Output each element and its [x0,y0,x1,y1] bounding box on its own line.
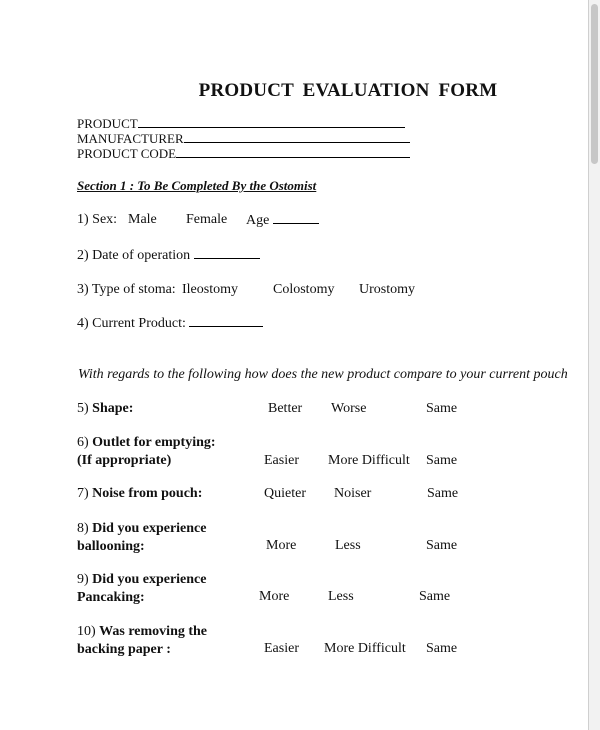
manufacturer-label: MANUFACTURER [77,131,184,146]
q1-age-field [246,212,319,229]
product-code-line[interactable] [176,146,410,158]
q5-option-better[interactable]: Better [268,401,303,416]
q1-age-line[interactable] [273,212,319,224]
scrollbar-thumb[interactable] [591,4,598,164]
q7-number: 7) [77,486,89,501]
q2-field [77,247,260,264]
q6-option-more-difficult[interactable]: More Difficult [328,453,410,468]
q10-number: 10) [77,624,96,639]
q8-text-line2: ballooning: [77,539,145,554]
q9-number: 9) [77,572,89,587]
q3-option-urostomy[interactable]: Urostomy [359,282,415,297]
q9-option-same[interactable]: Same [419,589,451,604]
q2-date-line[interactable] [194,247,260,259]
q6-number: 6) [77,435,89,450]
manufacturer-field [77,131,410,147]
q6-label [77,435,216,451]
section-1-heading: Section 1 : To Be Completed By the Ostomist [77,178,317,193]
q8-number: 8) [77,521,89,536]
q10-option-same[interactable]: Same [426,641,458,656]
q4-field [77,315,263,332]
q5-label [77,401,133,417]
q7-option-quieter[interactable]: Quieter [264,486,306,501]
q3-stoma-label: 3) Type of stoma: [77,282,176,297]
q6-option-same[interactable]: Same [426,453,458,468]
vertical-scrollbar[interactable] [589,0,600,730]
q8-label [77,521,207,537]
q4-current-product-line[interactable] [189,315,263,327]
q9-option-less[interactable]: Less [328,589,354,604]
q5-number: 5) [77,401,89,416]
product-field [77,116,405,132]
product-code-label: PRODUCT CODE [77,146,177,161]
comparison-intro: With regards to the following how does the new product compare to your current pouch [78,367,568,382]
q9-text: Did you experience [92,572,207,587]
q6-text-line2: (If appropriate) [77,453,172,468]
q5-option-same[interactable]: Same [426,401,458,416]
q6-option-easier[interactable]: Easier [264,453,299,468]
q8-option-same[interactable]: Same [426,538,458,553]
q6-text: Outlet for emptying: [92,435,216,450]
q8-option-less[interactable]: Less [335,538,361,553]
q8-text: Did you experience [92,521,207,536]
q1-age-label: Age [246,213,270,228]
q10-text-line2: backing paper : [77,642,171,657]
product-code-field [77,146,410,162]
form-title: PRODUCT EVALUATION FORM [198,80,498,101]
manufacturer-line[interactable] [184,131,410,143]
q1-option-female[interactable]: Female [186,212,228,227]
q10-option-easier[interactable]: Easier [264,641,299,656]
q1-option-male[interactable]: Male [128,212,157,227]
q1-sex-label: 1) Sex: [77,212,118,227]
q2-date-label: 2) Date of operation [77,248,191,263]
q5-text: Shape: [92,401,134,416]
q3-option-ileostomy[interactable]: Ileostomy [182,282,238,297]
product-line[interactable] [138,116,405,128]
q10-label [77,624,207,640]
q8-option-more[interactable]: More [266,538,297,553]
q10-text: Was removing the [99,624,208,639]
q5-option-worse[interactable]: Worse [331,401,367,416]
q7-label [77,486,202,502]
q10-option-more-difficult[interactable]: More Difficult [324,641,406,656]
product-label: PRODUCT [77,116,138,131]
q7-option-noiser[interactable]: Noiser [334,486,372,501]
q9-text-line2: Pancaking: [77,590,145,605]
q3-option-colostomy[interactable]: Colostomy [273,282,335,297]
q4-current-product-label: 4) Current Product: [77,316,186,331]
q7-option-same[interactable]: Same [427,486,459,501]
q9-option-more[interactable]: More [259,589,290,604]
q7-text: Noise from pouch: [92,486,203,501]
q9-label [77,572,207,588]
